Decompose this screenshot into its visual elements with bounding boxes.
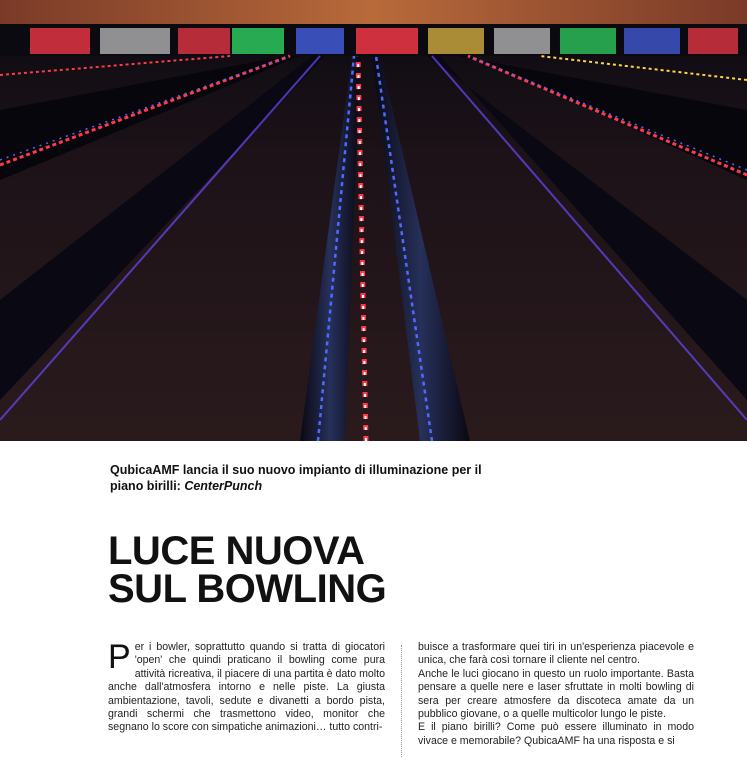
pin-light-red	[178, 28, 230, 54]
product-name: CenterPunch	[184, 479, 263, 493]
ceiling-strip	[0, 0, 747, 24]
body-paragraph: er i bowler, soprattutto quando si tratta di giocatori 'open' che quindi praticano il bowling come pura attività ricreativa, il piacere di una partita è dato molto anche dall'atmosfera intorno e nelle piste. La giusta ambientazione, tavoli, sedute e divanetti a bordo pista, grandi schermi che trasmettono video, monitor che segnano lo score con simpatiche animazioni… tutto contri-	[108, 641, 385, 734]
pin-light-red	[688, 28, 738, 54]
article-headline	[108, 529, 387, 611]
pin-light-white	[494, 28, 550, 54]
pin-light-red	[30, 28, 90, 54]
headline-line-2: SUL BOWLING	[108, 567, 387, 611]
pin-light-blue	[296, 28, 344, 54]
body-column-1	[108, 638, 385, 735]
article-subtitle	[110, 462, 510, 494]
pin-light-white	[100, 28, 170, 54]
drop-cap: P	[108, 638, 131, 676]
body-column-2	[418, 641, 694, 748]
pin-light-red	[356, 28, 418, 54]
headline-line-1: LUCE NUOVA	[108, 529, 365, 573]
pin-light-blue	[624, 28, 680, 54]
subtitle-text: QubicaAMF lancia il suo nuovo impianto di illuminazione per il piano birilli:	[110, 463, 482, 493]
column-divider	[401, 645, 402, 757]
body-paragraph: E il piano birilli? Come può essere illuminato in modo vivace e memorabile? QubicaAMF ha una risposta e si	[418, 721, 694, 747]
pin-light-green	[560, 28, 616, 54]
body-paragraph: buisce a trasformare quei tiri in un'esperienza piacevole e unica, che farà così tornare il cliente nel centro.	[418, 641, 694, 667]
body-paragraph: Anche le luci giocano in questo un ruolo importante. Basta pensare a quelle nere e laser sfruttate in molti bowling di sera per creare atmosfere da discoteca amate da un pubblico giovane, o a quelle multicolor lungo le piste.	[418, 667, 694, 721]
pin-light-yellow	[428, 28, 484, 54]
pin-light-green	[232, 28, 284, 54]
